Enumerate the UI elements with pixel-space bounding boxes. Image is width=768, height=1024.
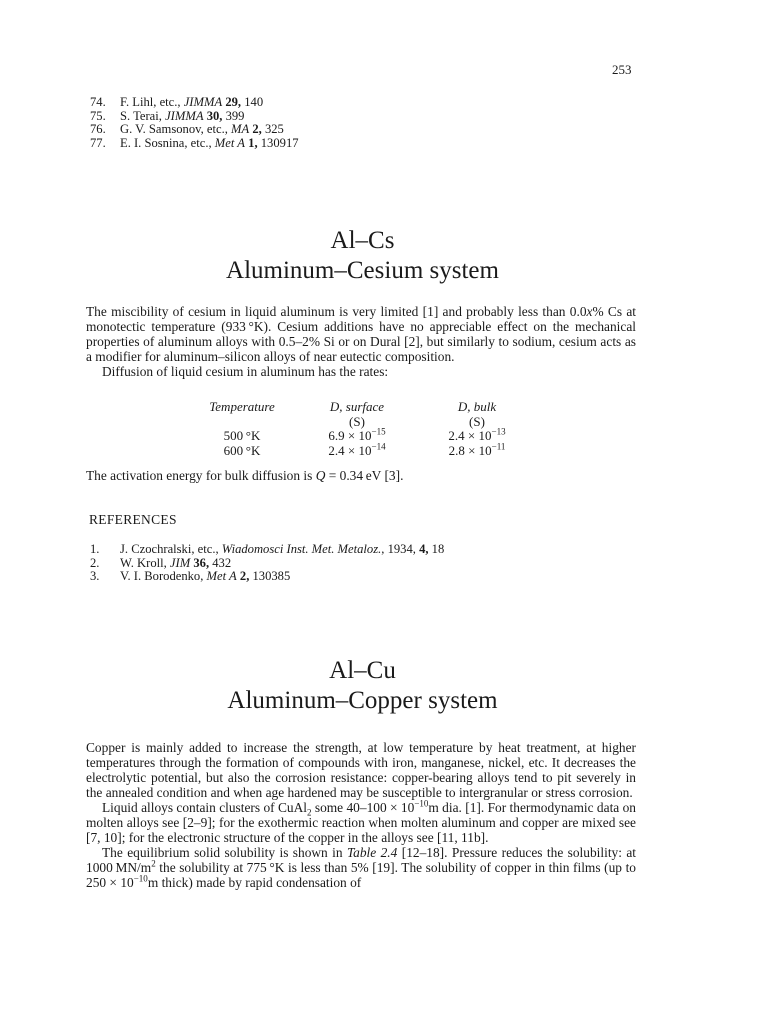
al-cu-body [86,740,636,890]
reference-pages: 130385 [249,569,291,583]
table-cell [422,441,532,459]
reference-volume: 1, [248,135,258,150]
reference-number: 75. [90,108,106,123]
text-run: The equilibrium solid solubility is shown in [102,845,347,860]
paragraph [86,468,636,483]
reference-pages: 18 [428,542,445,556]
reference-volume: 4, [419,542,429,556]
al-cu-heading [0,656,725,716]
value-exponent: −13 [491,426,506,437]
table-header: D, surface [329,399,385,414]
reference-author: F. Lihl, etc., [120,95,184,109]
text-run: Q [315,468,326,483]
reference-item [90,543,444,557]
value-base: 2.4 × 10 [448,428,492,443]
diffusion-table [192,400,532,458]
table-units-row [192,415,532,430]
superscript: −10 [414,798,429,809]
value-base: 2.4 × 10 [328,442,372,458]
reference-author: W. Kroll, [120,555,170,570]
reference-volume: 2, [252,122,262,136]
text-run: The miscibility of cesium in liquid aluminum is very limited [1] and probably less than 0.0 [86,304,587,319]
reference-volume: 36, [193,555,210,570]
reference-volume: 30, [206,108,223,123]
table-unit: (S) [469,413,485,429]
paragraph [86,304,636,364]
reference-journal: JIMMA [183,95,223,109]
paragraph [86,800,636,845]
reference-number: 76. [90,122,106,136]
superscript: 2 [151,858,156,869]
table-header: Temperature [209,399,275,414]
reference-pages: 140 [241,95,264,109]
table-cell [292,426,422,444]
value-exponent: −15 [371,426,386,437]
table-cell: 500 °K [223,428,261,443]
reference-author: E. I. Sosnina, etc., [120,135,215,150]
reference-item [90,557,444,571]
reference-item [90,110,299,124]
references-list [90,543,444,584]
text-run: The activation energy for bulk diffusion is [86,468,316,483]
reference-author: S. Terai, [120,108,166,123]
text-run: x [586,304,593,319]
paragraph [86,845,636,890]
reference-item [90,137,299,151]
top-references-list [90,96,299,150]
reference-pages: 325 [261,122,284,136]
text-run: = 0.34 eV [3]. [325,468,404,483]
value-exponent: −11 [491,441,506,452]
text-run: [12–18]. Pressure reduces the solubility: at 1000 MN/m [86,845,637,875]
table-header: D, bulk [457,399,497,414]
reference-journal: Met A [214,135,245,150]
paragraph: Diffusion of liquid cesium in aluminum has the rates: [102,364,389,379]
reference-number: 2. [90,555,100,570]
reference-pages: 399 [222,108,245,123]
reference-number: 1. [90,542,100,556]
section-formula: Al–Cu [329,657,396,684]
reference-journal: Wiadomosci Inst. Met. Metaloz. [221,542,382,556]
reference-volume: 29, [225,95,242,109]
al-cs-activation [86,468,636,483]
reference-number: 77. [90,135,106,150]
value-exponent: −14 [371,441,386,452]
reference-volume: 2, [239,569,250,583]
references-heading: REFERENCES [89,512,177,527]
reference-item [90,123,299,137]
superscript: −10 [133,873,148,884]
reference-journal: MA [231,122,250,136]
table-row [192,429,532,444]
table-cell [292,441,422,459]
reference-year: , 1934, [381,542,420,556]
al-cs-body [86,304,636,379]
reference-item [90,96,299,110]
reference-journal: JIMMA [165,108,204,123]
reference-item [90,570,444,584]
table-unit [192,415,292,430]
al-cs-heading [0,226,725,286]
section-system-name: Aluminum–Copper system [227,687,498,714]
reference-author: V. I. Borodenko, [120,569,207,583]
reference-number: 3. [90,569,100,583]
text-run: the solubility at 775 °K is less than 5% [19]. The solubility of copper in thin films (up to 250 × 10 [86,860,636,890]
reference-number: 74. [90,95,106,109]
table-cell [422,426,532,444]
text-run: some 40–100 × 10 [311,800,415,815]
page-number: 253 [612,62,632,77]
paragraph: Copper is mainly added to increase the strength, at low temperature by heat treatment, at higher temperatures through the formation of compounds with iron, manganese, nickel, etc. It decreases the electrolytic potential, but also the corrosion resistance: copper-bearing alloys tend to pit severely in the annealed condition and when age hardened may be susceptible to intergranular or stress corrosion. [86,740,636,800]
section-system-name: Aluminum–Cesium system [226,257,499,284]
value-base: 6.9 × 10 [328,428,372,443]
text-run: % Cs at monotectic temperature (933 °K). Cesium additions have no appreciable effect on the mechanical properties of aluminum alloys with 0.5–2% Si or on Dural [2], but similarly to sodium, cesium acts as a modifier for aluminum–silicon alloys of near eutectic composition. [86,304,636,364]
text-run: m thick) made by rapid condensation of [147,875,362,890]
reference-pages: 130917 [257,135,299,150]
value-base: 2.8 × 10 [448,442,492,458]
text-run: m dia. [1]. For thermodynamic data on molten alloys see [2–9]; for the exothermic reaction when molten aluminum and copper are mixed see [7, 10]; for the electronic structure of the copper in the alloys see [11, 11b]. [86,800,636,845]
section-formula: Al–Cs [330,227,395,254]
table-header-row [192,400,532,415]
reference-journal: Met A [206,569,237,583]
subscript: 2 [307,807,312,818]
reference-pages: 432 [209,555,232,570]
text-run: Liquid alloys contain clusters of CuAl [102,800,307,815]
reference-author: J. Czochralski, etc., [120,542,222,556]
reference-author: G. V. Samsonov, etc., [120,122,232,136]
table-unit: (S) [349,413,365,429]
table-row [192,444,532,459]
table-reference: Table 2.4 [346,845,398,860]
reference-journal: JIM [169,555,191,570]
table-cell: 600 °K [223,442,261,458]
